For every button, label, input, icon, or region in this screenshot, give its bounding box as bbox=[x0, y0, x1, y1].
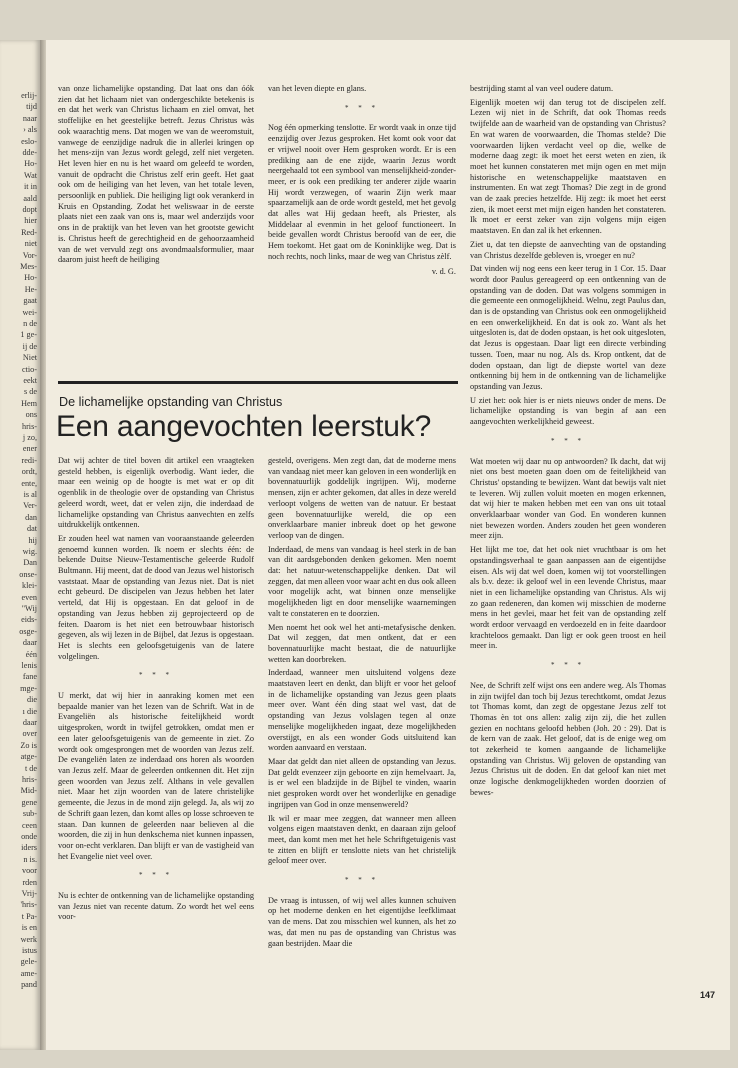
left-page-text-fragment: erlij- bbox=[21, 91, 37, 100]
left-page-text-fragment: mge- bbox=[20, 683, 37, 693]
paragraph: Nog één opmerking tenslotte. Er wordt vaak in onze tijd eenzijdig over Jezus gesproken. Het komt ook voor dat er vrijwel nooit over Hem gesproken wordt. Er is een prediking aan de ene zijde, waarin Jezus wordt neergehaald tot een symbool van menselijkheid-zonder-meer, er is ook een prediking ter anderer zijde waarin Hij wordt verzwegen, of waarin Zijn werk maar spaarzamelijk aan de orde wordt gesteld, met het gevolg dat alles wat Hij gedaan heeft, als Priester, als Middelaar al evenmin in het geloof functioneert. In beide gevallen wordt Christus beroofd van de eer, die Hem toekomt. Het gaat om de Koninklijke weg. Dat is noch rechts, noch links, maar de weg van Christus zèlf. bbox=[268, 123, 456, 261]
left-page-text-fragment: Wat bbox=[24, 170, 37, 180]
left-page-text-fragment: ij de bbox=[22, 341, 37, 351]
paragraph: gesteld, overigens. Men zegt dan, dat de moderne mens van vandaag niet meer kan geloven in een wonderlijk en bovennatuurlijk goddelijk ingrijpen. Wij, moderne mensen, zijn er achter gekomen, dat alles in deze wereld verloopt volgens de wetten van de natuur. Er bestaat geen bovennatuurlijke wereld, die op een onverklaarbare manier inbreuk doet op het gewone verloop van de dingen. bbox=[268, 456, 456, 540]
left-page-text-fragment: eekt bbox=[23, 376, 37, 385]
left-page-text-fragment: hris- bbox=[21, 775, 37, 784]
paragraph: Dat vinden wij nog eens een keer terug in 1 Cor. 15. Daar wordt door Paulus gereageerd op een ontkenning van de opstanding van de doden. Dat was volgens sommigen in die gemeente een onmogelijkheid. Welnu, zegt Paulus dan, dan is de opstanding van Christus ook een onmogelijkheid en een onwerkelijkheid. En dat is ook zo. Want als het uitgesloten is, dat de doden opstaan, is het ook uitgesloten, dat Jezus is opgestaan. Daar ligt een directe verbinding tussen. Toen, maar nu nog. Als ds. Krop ontkent, dat de doden opstaan, dan ligt de diepste wortel van deze ontkenning bij hem in de ontkenning van de lichamelijke opstanding van Jezus. bbox=[470, 264, 666, 391]
paragraph: Dat wij achter de titel boven dit artikel een vraagteken gesteld hebben, is eigenlijk overbodig. Want ieder, die maar een weinig op de hoogte is met wat er op dit ogenblik in de theologie over de opstanding van Christus geleerd wordt, weet, dat er velen zijn, die inderdaad de lichamelijke opstanding van Christus aanvechten en zelfs uitdrukkelijk ontkennen. bbox=[58, 456, 254, 530]
left-page-text-fragment: eids- bbox=[21, 615, 37, 625]
paragraph: Inderdaad, wanneer men uitsluitend volgens deze maatstaven leert en denkt, dan blijft er voor het geloof in de lichamelijke opstanding van Jezus geen plaats meer over. Want één ding staat wel vast, dat de opstanding van Jezus volslagen tegen al onze menselijke mogelijkheden ingaat, deze mogelijkheden overstijgt, en als een wonder Gods uitsluitend kan worden aanvaard en verstaan. bbox=[268, 668, 456, 753]
left-page-text-fragment: ente, bbox=[21, 478, 37, 488]
heading-rule bbox=[58, 381, 458, 384]
left-page-text-fragment: onde bbox=[21, 832, 37, 841]
left-page-text-fragment: atge- bbox=[20, 752, 37, 762]
left-page-text-fragment: lenis bbox=[21, 661, 37, 670]
left-page-text-fragment: ı die bbox=[22, 706, 37, 716]
left-page-text-fragment: Mes- bbox=[20, 262, 37, 271]
paragraph: Eigenlijk moeten wij dan terug tot de discipelen zelf. Lezen wij niet in de Schrift, dat ook Thomas reeds twijfelde aan de waarheid van de opstanding van Christus? En wat waren de voorwaarden, die Thomas stelde? Die voorwaarden lijken verdacht veel op die, welke de moderne daag zegt: ik moet het eerst weten en zien, ik moet het kunnen constateren met mijn ogen en met mijn historische en wetenschappelijke maatstaven en instrumenten. En wat zegt Thomas? Die zegt in de grond van de zaak precies hetzelfde. Hij zegt: ik moet het eerst zien, ik moet eerst met mijn eigen handen het constateren. Ik moet er eerst zeker van zijn volgens mijn eigen maatstaven. En dan zal ik het erkennen. bbox=[470, 97, 666, 236]
paragraph: Inderdaad, de mens van vandaag is heel sterk in de ban van dit aardsgebonden denken gekomen. Men noemt dat: het natuur-wetenschappelijke denken. Dat wil zeggen, dat men alleen voor waar acht en dus ook alleen voor mogelijk acht, wat binnen onze menselijke mogelijkheden ligt en door menselijke waarnemingen valt te constateren en te doorzien. bbox=[268, 544, 456, 618]
paragraph: bestrijding stamt al van veel oudere datum. bbox=[470, 84, 614, 93]
left-page-text-fragment: aald bbox=[23, 193, 37, 203]
left-page-text-fragment: ceen bbox=[22, 820, 37, 830]
left-page-text-fragment: één bbox=[25, 649, 37, 659]
section-divider: * * * bbox=[139, 671, 173, 680]
left-page-text-fragment: 1 ge- bbox=[20, 330, 37, 340]
paragraph: Maar dat geldt dan niet alleen de opstanding van Jezus. Dat geldt evenzeer zijn geboorte en zijn hemelvaart. Ja, is er wel een bladzijde in de Bijbel te vinden, waarin niet gesproken wordt over het wonderlijke en genadige ingrijpen van God in onze mensenwereld? bbox=[268, 756, 456, 809]
column-1-top bbox=[58, 84, 254, 269]
left-page-text-fragment: naar bbox=[22, 113, 37, 123]
paragraph: Er zouden heel wat namen van vooraanstaande geleerden genoemd kunnen worden. Ik noem er slechts één: de bekende Duitse Nieuw-Testamentische geleerde Rudolf Bultmann. Hij meent, dat de dood van Jezus wel historisch vaststaat. Maar de opstanding van Jezus niet. Dat is niet echt gebeurd. De discipelen van Jezus hebben het later verteld, dat Hij is opgestaan. En dat geloof in de opstanding van Jezus hebben zij geprojecteerd op de feiten. Daarom is het niet een betrouwbaar historisch gegeven, als wij lezen in de Bijbel, dat Jezus is opgestaan. Het is slechts een geloofsgetuigenis van de latere volgelingen. bbox=[58, 533, 254, 661]
left-page-text-fragment: pand bbox=[21, 980, 37, 990]
left-page-text-fragment: Zo is bbox=[20, 740, 37, 750]
paragraph: Ziet u, dat ten diepste de aanvechting van de opstanding van Christus dezelfde gebleven is, vroeger en nu? bbox=[470, 239, 666, 260]
paragraph: Nee, de Schrift zelf wijst ons een andere weg. Als Thomas in zijn twijfel dan toch bij Jezus terechtkomt, omdat Jezus tot Thomas komt, dan zegt de opgestane Jezus zelf tot Thomas èn tot ons allen: zalig zijn zij, die het zullen gezien en nochtans geloofd hebben (Joh. 20 : 29). Dat is de kern van de zaak. Het geloof, dat is de enige weg om tot zekerheid te komen aangaande de lichamelijke opstanding van Christus. Wij geloven de opstanding van Jezus Christus uit de doden. En dat geloof kan niet met onze logische denkmogelijkheden worden doorzien of bewes- bbox=[470, 680, 666, 797]
article-kicker: De lichamelijke opstanding van Christus bbox=[59, 395, 283, 409]
left-page-text-fragment: osge- bbox=[19, 626, 37, 636]
left-page-text-fragment: daar bbox=[22, 638, 37, 648]
left-page-text-fragment: n is. bbox=[23, 854, 37, 864]
left-page-text-fragment: 'hris- bbox=[20, 900, 37, 910]
left-page-text-fragment: j zo, bbox=[22, 433, 37, 442]
left-page-text-fragment: over bbox=[22, 729, 37, 739]
left-page-text-fragment: wei- bbox=[22, 307, 37, 317]
section-divider: * * * bbox=[551, 436, 585, 445]
section-divider: * * * bbox=[345, 103, 379, 112]
left-page-text-fragment: n de bbox=[23, 319, 37, 328]
paragraph: van het leven diepte en glans. bbox=[268, 84, 367, 93]
left-page-text-fragment: Hem bbox=[21, 398, 37, 408]
left-page-text-fragment: Niet bbox=[22, 353, 37, 363]
left-page-text-fragment: tijd bbox=[26, 102, 37, 112]
left-page-text-fragment: t de bbox=[24, 763, 37, 773]
section-divider: * * * bbox=[551, 661, 585, 670]
left-page-text-fragment: hier bbox=[24, 216, 37, 226]
left-page-text-fragment: dopt bbox=[22, 205, 37, 214]
column-2-top bbox=[268, 84, 456, 277]
left-page-text-fragment: Ver- bbox=[23, 501, 37, 511]
left-page-text-fragment: Vrij- bbox=[21, 889, 37, 898]
paragraph: van onze lichamelijke opstanding. Dat laat ons dan óók zien dat het lichaam niet van ondergeschikte betekenis is en dat het werk van Christus lichaam en ziel omvat, het stoffelijke en het geestelijke betreft. Jezus Christus wàs ook waarachtig mens. Dat mogen we van de weeromstuit, vanwege de eenzijdige nadruk die in allerlei kringen op het mens-zijn van Jezus wordt gelegd, zelf niet vergeten. Het leven hier en nu is het waard om geleefd te worden, vanuit de opdracht die Christus zelf erin geeft. Het gaat ook om de heiliging van het leven, van het totale leven, persoonlijk en publiek. Die heiliging ligt ook verankerd in Kruis en Opstanding. Zodat het weliswaar in de eerste plaats niet een zaak van ons is, maar wel anderzijds voor ons in de praktijk van het leven van het grootste gewicht is. Christus heeft de gerechtigheid en de gehoorzaamheid van de wet vervuld zegt ons avondmaalsformulier, maar daarom juist heeft de heiliging bbox=[58, 84, 254, 265]
paragraph: De vraag is intussen, of wij wel alles kunnen schuiven op het moderne denken en het eigentijdse leefklimaat van de mens. Dat zou misschien wel kunnen, als het zo was, dat men nu pas de opstanding van Christus was gaan bestrijden. Maar die bbox=[268, 895, 456, 948]
left-page-text-fragment: even bbox=[21, 592, 37, 602]
left-page-edge bbox=[0, 40, 40, 1050]
left-page-text-fragment: redi- bbox=[21, 455, 37, 465]
left-page-text-fragment: hij bbox=[28, 535, 37, 545]
left-page-text-fragment: gele- bbox=[20, 957, 37, 967]
column-2-bottom bbox=[268, 456, 456, 952]
left-page-text-fragment: wig. bbox=[22, 547, 37, 556]
paragraph: U merkt, dat wij hier in aanraking komen met een bepaalde manier van het lezen van de Schrift. Wat in de Evangeliën als historische feitelijkheid wordt uitgesproken, wordt in twijfel getrokken, omdat men er een later geloofsgetuigenis van de gemeente in ziet. Zo wordt ook omgesprongen met de woorden van Jezus zelf. De evangeliën laten ze inderdaad ons horen als woorden van Jezus zelf. Maar de geleerden ontkennen dit. Het zijn geen woorden van Jezus zelf. Althans in vele gevallen niet. Maar het zijn woorden van de latere christelijke gemeente, die Jezus in de mond zijn gelegd. Ja, als wij zo de Schrift gaan lezen, dan komt alles op losse schroeven te staan. Dan kunnen de geleerden naar believen al die woorden, die zij in hun denkschema niet kunnen inpassen, voor on-echt verklaren. Dan blijft er van de vastigheid van het Evangelie niet veel over. bbox=[58, 691, 254, 861]
left-page-text-fragment: is al bbox=[23, 490, 37, 499]
left-page-text-fragment: werk bbox=[20, 934, 37, 944]
left-page-text-fragment: Vor- bbox=[22, 250, 37, 260]
left-page-text-fragment: Red- bbox=[21, 227, 37, 237]
article-headline: Een aangevochten leerstuk? bbox=[56, 410, 432, 443]
left-page-text-fragment: ordt, bbox=[21, 467, 37, 477]
left-page-text-fragment: gaat bbox=[23, 296, 37, 306]
left-page-text-fragment: niet bbox=[24, 239, 37, 249]
paragraph: Het lijkt me toe, dat het ook niet vruchtbaar is om het opstandingsverhaal te gaan aanpassen aan de eigentijdse eisen. Als wij dat wel doen, komen wij tot voorstellingen als b.v. deze: ik geloof wel in een levende Christus, maar niet in een lichamelijke opstanding van Christus. Als wij zo gaan redeneren, dan komen wij misschien de moderne mens in het gevlei, maar het feit van de opstanding zelf wordt erdoor vervaagd en verdoezeld en in feite daardoor krachteloos gemaakt. Dan ligt er ook geen troost en heil meer in. bbox=[470, 545, 666, 651]
left-page-text-fragment: dde- bbox=[22, 148, 37, 157]
left-page-text-fragment: iders bbox=[21, 843, 37, 853]
left-page-text-fragment: dat bbox=[26, 524, 37, 534]
left-page-text-fragment: dan bbox=[25, 512, 37, 522]
left-page-text-fragment: s de bbox=[24, 387, 37, 397]
left-page-text-fragment: eslo- bbox=[21, 136, 37, 146]
left-page-text-fragment: ctio- bbox=[21, 364, 37, 374]
left-page-text-fragment: voor bbox=[21, 866, 37, 876]
paragraph: U ziet het: ook hier is er niets nieuws onder de mens. De lichamelijke opstanding is van begin af aan een aangevochten werkelijkheid geweest. bbox=[470, 395, 666, 427]
left-page-text-fragment: istus bbox=[21, 946, 37, 955]
left-page-text-fragment: Ho- bbox=[24, 159, 37, 169]
left-page-text-fragment: sub- bbox=[22, 809, 37, 819]
left-page-text-fragment: onse- bbox=[19, 569, 37, 579]
paragraph: Men noemt het ook wel het anti-metafysische denken. Dat wil zeggen, dat men ontkent, dat er een bovennatuurlijke macht bestaat, die de natuurlijke wetten kan doorbreken. bbox=[268, 622, 456, 664]
left-page-text-fragment: rden bbox=[22, 877, 37, 887]
left-page-text-fragment: daar bbox=[22, 718, 37, 727]
section-divider: * * * bbox=[345, 876, 379, 885]
left-page-text-fragment: ener bbox=[22, 444, 37, 454]
left-page-text-fragment: fane bbox=[22, 672, 37, 682]
left-page-text-fragment: t Pa- bbox=[21, 911, 37, 921]
page-number: 147 bbox=[700, 990, 716, 1000]
paragraph: Ik wil er maar mee zeggen, dat wanneer men alleen volgens eigen maatstaven denkt, en daaraan zijn geloof meet, dan komt men met het hele Schriftgetuigenis vast te zitten en blijft er tenslotte niets van het christelijk geloof meer over. bbox=[268, 813, 456, 866]
paragraph: Wat moeten wij daar nu op antwoorden? Ik dacht, dat wij niet ons best moeten gaan doen om de feitelijkheid van Christus' opstanding te bewijzen. Want dat bewijs valt niet te leveren. Wij zullen voluit moeten en mogen erkennen, dat wij hier te maken hebben met een van ons uit totaal onverklaarbaar wonder van God. En wonderen kunnen niet bewezen worden. Anders zouden het geen wonderen meer zijn. bbox=[470, 456, 666, 541]
left-page-text-fragment: › als bbox=[23, 125, 37, 135]
left-page-text-fragment: "Wij bbox=[21, 604, 37, 613]
left-page-text-fragment: Mid- bbox=[20, 786, 37, 796]
left-page-text-fragment: is en bbox=[21, 923, 37, 933]
section-divider: * * * bbox=[139, 871, 173, 880]
left-page-text-fragment: ame- bbox=[20, 968, 37, 978]
author-signature: v. d. G. bbox=[431, 266, 456, 276]
left-page-text-fragment: it in bbox=[24, 182, 37, 192]
paragraph: Nu is echter de ontkenning van de lichamelijke opstanding van Jezus niet van recente datum. Zo wordt het wel eens voor- bbox=[58, 891, 254, 922]
left-page-text-fragment: Ho- bbox=[24, 273, 37, 283]
left-page-text-fragment: hris- bbox=[21, 421, 37, 431]
left-page-text-fragment: He- bbox=[24, 284, 37, 294]
left-page-text-fragment: die bbox=[26, 695, 37, 705]
left-page-text-fragment: klei- bbox=[21, 581, 37, 591]
column-3 bbox=[470, 84, 666, 802]
column-1-bottom bbox=[58, 456, 254, 926]
left-page-text-fragment: gene bbox=[21, 797, 37, 807]
left-page-text-fragment: ons bbox=[25, 410, 37, 420]
left-page-text-fragment: Dan bbox=[23, 558, 37, 568]
